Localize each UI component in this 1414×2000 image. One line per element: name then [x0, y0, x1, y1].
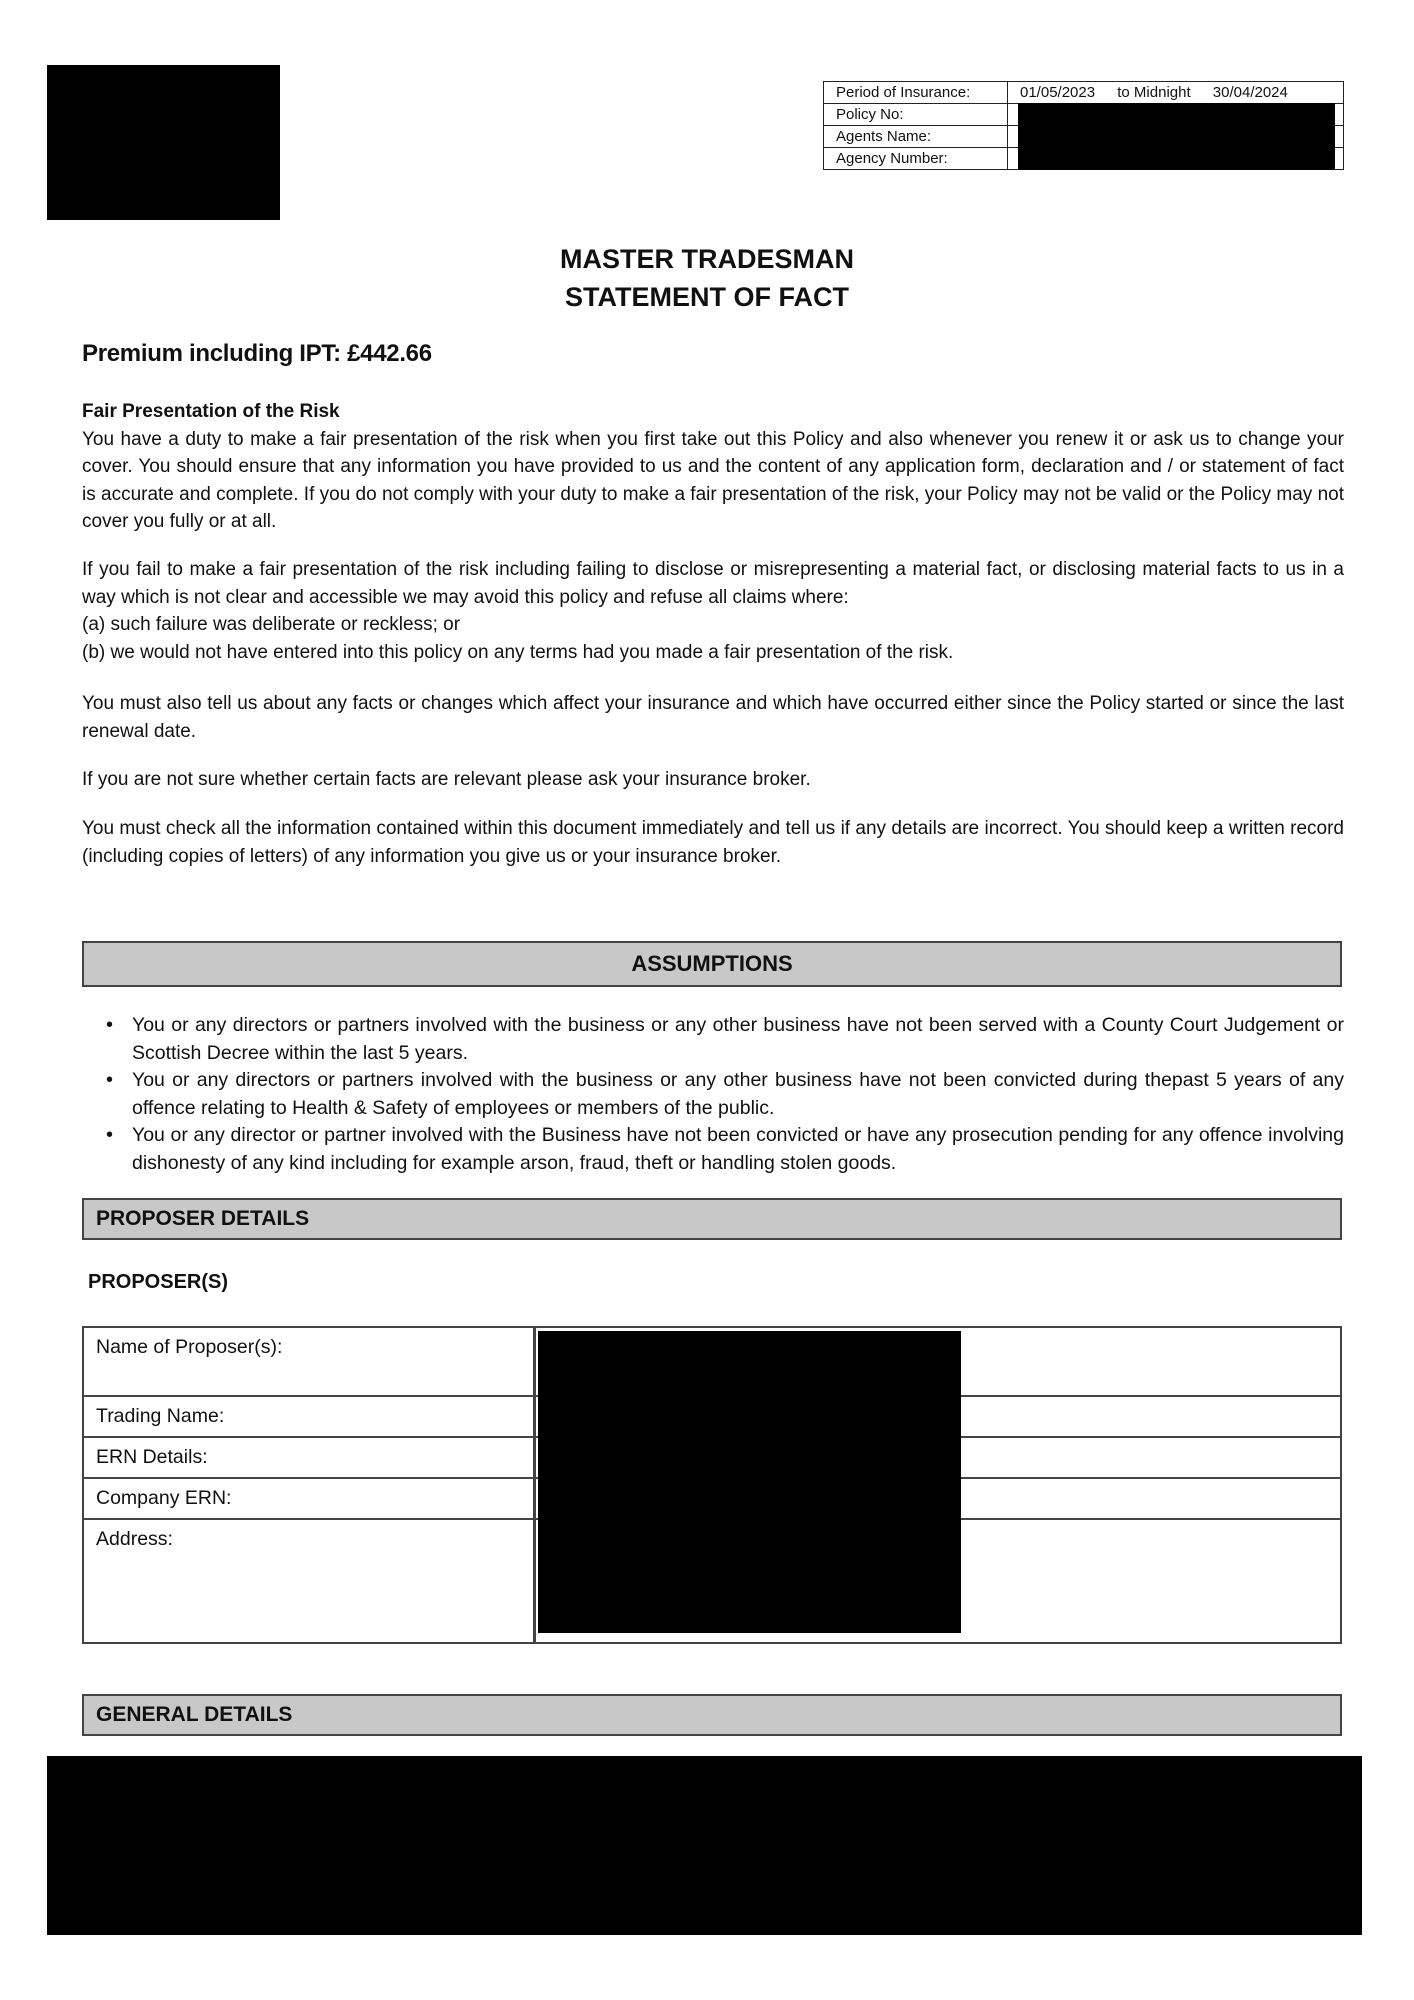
- policy-no-row: [824, 104, 1344, 126]
- fair-presentation-heading: Fair Presentation of the Risk: [82, 401, 340, 422]
- period-of-insurance-row: [824, 82, 1344, 104]
- redacted-policy-no: [1018, 103, 1335, 126]
- trading-name-label: Trading Name:: [83, 1396, 534, 1437]
- fair-presentation-p2a: (a) such failure was deliberate or reckless; or: [82, 614, 461, 635]
- fair-presentation-p2-block: [82, 556, 1344, 666]
- general-details-heading: GENERAL DETAILS: [82, 1694, 1342, 1736]
- fair-presentation-p3: You must also tell us about any facts or changes which affect your insurance and which have occurred either since the Policy started or since the last renewal date.: [82, 693, 1344, 742]
- proposers-subheading: PROPOSER(S): [88, 1271, 229, 1293]
- premium-amount: Premium including IPT: £442.66: [82, 340, 432, 367]
- fair-presentation-p5: You must check all the information contained within this document immediately and tell us if any details are incorrect. You should keep a written record (including copies of letters) of any information you give us or your insurance broker.: [82, 818, 1344, 867]
- assumptions-list: [104, 1012, 1344, 1177]
- policy-info-table: [823, 81, 1344, 170]
- document-title-line2: STATEMENT OF FACT: [565, 282, 849, 312]
- policy-no-value: [1008, 104, 1344, 126]
- fair-presentation-p4-block: [82, 766, 1344, 794]
- proposer-name-label: Name of Proposer(s):: [83, 1327, 534, 1396]
- redacted-agency-number: [1018, 147, 1335, 170]
- agents-name-value: [1008, 126, 1344, 148]
- period-of-insurance-label: Period of Insurance:: [824, 82, 1008, 104]
- agency-number-row: [824, 148, 1344, 170]
- period-start: 01/05/2023: [1020, 84, 1096, 101]
- document-title: [0, 240, 1414, 316]
- redacted-logo: [47, 65, 280, 220]
- redacted-agents-name: [1018, 125, 1335, 148]
- assumption-item: • You or any director or partner involved with the Business have not been convicted or have any prosecution pending for any offence involving dishonesty of any kind including for example arson, fraud, theft or handling stolen goods.: [104, 1122, 1344, 1177]
- agents-name-label: Agents Name:: [824, 126, 1008, 148]
- assumption-item: • You or any directors or partners involved with the business or any other business have not been served with a County Court Judgement or Scottish Decree within the last 5 years.: [104, 1012, 1344, 1067]
- fair-presentation-p3-block: [82, 690, 1344, 745]
- assumption-item: • You or any directors or partners involved with the business or any other business have not been convicted during thepast 5 years of any offence relating to Health & Safety of employees or members of the public.: [104, 1067, 1344, 1122]
- fair-presentation-p5-block: [82, 815, 1344, 870]
- proposer-details-heading: PROPOSER DETAILS: [82, 1198, 1342, 1240]
- address-label: Address:: [83, 1519, 534, 1643]
- policy-no-label: Policy No:: [824, 104, 1008, 126]
- ern-details-label: ERN Details:: [83, 1437, 534, 1478]
- company-ern-label: Company ERN:: [83, 1478, 534, 1519]
- period-end: 30/04/2024: [1212, 84, 1288, 101]
- period-of-insurance-value: [1008, 82, 1344, 104]
- fair-presentation-p2: If you fail to make a fair presentation of the risk including failing to disclose or misrepresenting a material fact, or disclosing material facts to us in a way which is not clear and accessible we may avoid this policy and refuse all claims where:: [82, 559, 1344, 608]
- redacted-proposer-values: [538, 1331, 961, 1633]
- document-title-line1: MASTER TRADESMAN: [560, 244, 854, 274]
- fair-presentation-p1: You have a duty to make a fair presentation of the risk when you first take out this Policy and also whenever you renew it or ask us to change your cover. You should ensure that any information you have provided to us and the content of any application form, declaration and / or statement of fact is accurate and complete. If you do not comply with your duty to make a fair presentation of the risk, your Policy may not be valid or the Policy may not cover you fully or at all.: [82, 428, 1344, 532]
- fair-presentation-section: [82, 398, 1344, 536]
- redacted-general-details: [47, 1756, 1362, 1935]
- fair-presentation-p4: If you are not sure whether certain facts are relevant please ask your insurance broker.: [82, 769, 811, 790]
- fair-presentation-p2b: (b) we would not have entered into this policy on any terms had you made a fair presentation of the risk.: [82, 641, 954, 663]
- assumptions-heading: ASSUMPTIONS: [82, 941, 1342, 987]
- period-middle: to Midnight: [1117, 84, 1191, 101]
- agency-number-label: Agency Number:: [824, 148, 1008, 170]
- agents-name-row: [824, 126, 1344, 148]
- agency-number-value: [1008, 148, 1344, 170]
